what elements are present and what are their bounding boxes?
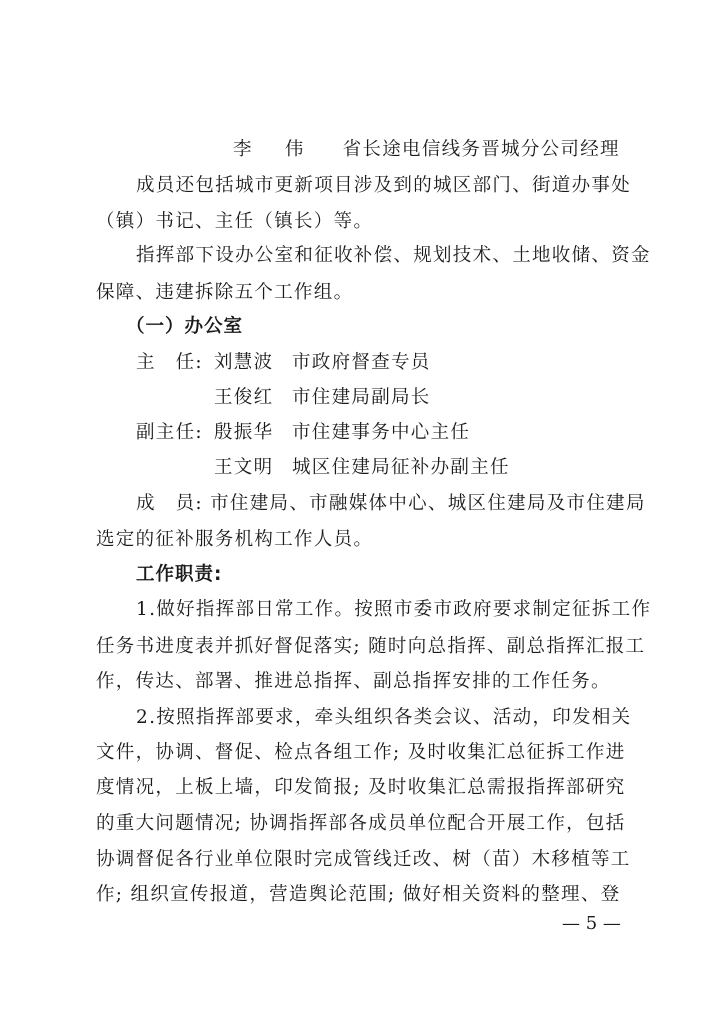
deputy-line (136, 421, 676, 445)
duty-2-line-4: 的重大问题情况; 协调指挥部各成员单位配合开展工作，包括 (96, 813, 626, 834)
staff-line-2: 选定的征补服务机构工作人员。 (96, 529, 374, 550)
office-heading: （一）办公室 (126, 316, 244, 337)
setup-line-2: 保障、违建拆除五个工作组。 (96, 282, 354, 303)
duty-2-line-3: 度情况，上板上墙，印发简报; 及时收集汇总需报指挥部研究 (96, 777, 626, 798)
director-role: 主 任: (136, 352, 203, 373)
deputy-role: 副主任: (136, 422, 203, 443)
director-line (136, 351, 676, 375)
deputy-line-2 (214, 456, 724, 480)
director-line-2 (214, 386, 724, 410)
deputy-name: 殷振华 (214, 422, 274, 443)
duties-heading: 工作职责: (136, 564, 223, 585)
duty-2-line-5: 协调督促各行业单位限时完成管线迁改、树（苗）木移植等工 (96, 849, 631, 870)
duty-2-line-1: 2.按照指挥部要求，牵头组织各类会议、活动，印发相关 (136, 707, 632, 728)
deputy-2-title: 城区住建局征补办副主任 (292, 457, 510, 478)
members-line-2: （镇）书记、主任（镇长）等。 (96, 211, 374, 232)
members-line-1: 成员还包括城市更新项目涉及到的城区部门、街道办事处 (136, 175, 632, 196)
staff-line-1: 成 员: 市住建局、市融媒体中心、城区住建局及市住建局 (136, 493, 646, 514)
director-title: 市政府督查专员 (292, 352, 431, 373)
duty-2-line-2: 文件，协调、督促、检点各组工作; 及时收集汇总征拆工作进 (96, 742, 626, 763)
leader-title: 省长途电信线务晋城分公司经理 (342, 139, 620, 160)
setup-line-1: 指挥部下设办公室和征收补偿、规划技术、土地收储、资金 (136, 245, 651, 266)
duty-2-line-6: 作; 组织宣传报道，营造舆论范围; 做好相关资料的整理、登 (96, 884, 621, 905)
duty-1-line-3: 作，传达、部署、推进总指挥、副总指挥安排的工作任务。 (96, 671, 611, 692)
deputy-2-name: 王文明 (214, 457, 274, 478)
director-name: 刘慧波 (214, 352, 274, 373)
page-number: — 5 — (562, 913, 621, 934)
director-2-name: 王俊红 (214, 387, 274, 408)
leader-line (233, 138, 653, 162)
leader-given-name: 伟 (284, 139, 305, 160)
duty-1-line-1: 1.做好指挥部日常工作。按照市委市政府要求制定征拆工作 (136, 599, 652, 620)
duty-1-line-2: 任务书进度表并抓好督促落实; 随时向总指挥、副总指挥汇报工 (96, 636, 646, 657)
leader-surname: 李 (233, 139, 253, 160)
deputy-title: 市住建事务中心主任 (292, 422, 471, 443)
director-2-title: 市住建局副局长 (292, 387, 431, 408)
